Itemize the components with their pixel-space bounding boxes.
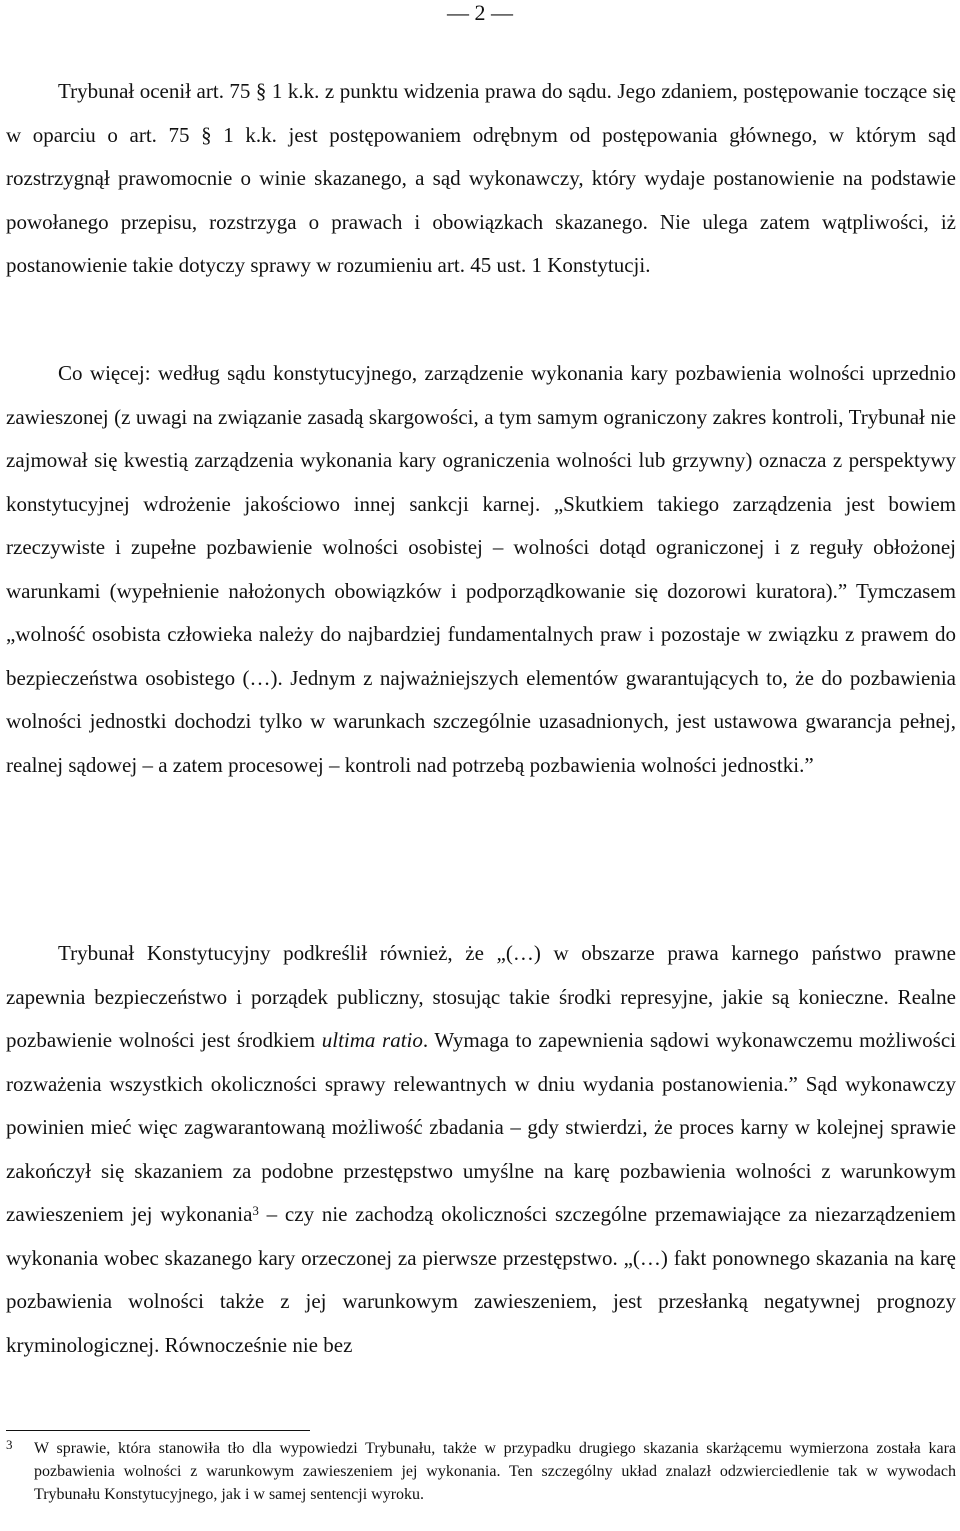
footnote-reference[interactable]: 3 bbox=[252, 1203, 259, 1218]
paragraph-3 bbox=[6, 932, 956, 1367]
footnote-text: W sprawie, która stanowiła tło dla wypowiedzi Trybunału, także w przypadku drugiego skazania skarżącemu wymierzona została kara pozbawienia wolności z warunkowym zawieszeniem jej wykonania. Ten szczególny układ znalazł odzwierciedlenie tak w wywodach Trybunału Konstytucyjnego, jak i w samej sentencji wyroku. bbox=[34, 1440, 956, 1503]
footnote bbox=[6, 1437, 956, 1506]
paragraph-2 bbox=[6, 352, 956, 787]
paragraph-3-text-c: – czy nie zachodzą okoliczności szczególne przemawiające za niezarządzeniem wykonania wobec skazanego kary orzeczonej za pierwsze przestępstwo. „(…) fakt ponownego skazania na karę pozbawienia wolności także z jej warunkowym zawieszeniem, jest przesłanką negatywnej prognozy kryminologicznej. Równocześnie nie bez bbox=[6, 1202, 956, 1357]
footnote-marker: 3 bbox=[6, 1437, 13, 1452]
paragraph-3-italic-term: ultima ratio bbox=[321, 1028, 423, 1052]
paragraph-3-text-b: . Wymaga to zapewnienia sądowi wykonawczemu możliwości rozważenia wszystkich okoliczności sprawy relewantnych w dniu wydania postanowienia.” Sąd wykonawczy powinien mieć więc zagwarantowaną możliwość zbadania – gdy stwierdzi, że proces karny w kolejnej sprawie zakończył się skazaniem za podobne przestępstwo umyślne na karę pozbawienia wolności z warunkowym zawieszeniem jej wykonania bbox=[6, 1028, 957, 1226]
page-number: — 2 — bbox=[447, 0, 513, 25]
paragraph-2-text: Co więcej: według sądu konstytucyjnego, zarządzenie wykonania kary pozbawienia wolności uprzednio zawieszonej (z uwagi na związanie zasadą skargowości, a tym samym ograniczony zakres kontroli, Trybunał nie zajmował się kwestią zarządzenia wykonania kary ograniczenia wolności lub grzywny) oznacza z perspektywy konstytucyjnej wdrożenie jakościowo innej sankcji karnej. „Skutkiem takiego zarządzenia jest bowiem rzeczywiste i zupełne pozbawienie wolności osobistej – wolności dotąd ograniczonej i z reguły obłożonej warunkami (wypełnienie nałożonych obowiązków i podporządkowanie się dozorowi kuratora).” Tymczasem „wolność osobista człowieka należy do najbardziej fundamentalnych praw i pozostaje w związku z prawem do bezpieczeństwa osobistego (…). Jednym z najważniejszych elementów gwarantujących to, że do pozbawienia wolności jednostki dochodzi tylko w warunkach szczególnie uzasadnionych, jest ustawowa gwarancja pełnej, realnej sądowej – a zatem procesowej – kontroli nad potrzebą pozbawienia wolności jednostki.” bbox=[6, 361, 956, 777]
paragraph-3-text-a: Trybunał Konstytucyjny podkreślił również, że „(…) w obszarze prawa karnego państwo prawne zapewnia bezpieczeństwo i porządek publiczny, stosując takie środki represyjne, jakie są konieczne. Realne pozbawienie wolności jest środkiem bbox=[6, 941, 956, 1052]
footnote-separator bbox=[6, 1430, 310, 1431]
paragraph-1-text: Trybunał ocenił art. 75 § 1 k.k. z punktu widzenia prawa do sądu. Jego zdaniem, postępowanie toczące się w oparciu o art. 75 § 1 k.k. jest postępowaniem odrębnym od postępowania głównego, w którym sąd rozstrzygnął prawomocnie o winie skazanego, a sąd wykonawczy, który wydaje postanowienie na podstawie powołanego przepisu, rozstrzyga o prawach i obowiązkach skazanego. Nie ulega zatem wątpliwości, iż postanowienie takie dotyczy sprawy w rozumieniu art. 45 ust. 1 Konstytucji. bbox=[6, 79, 956, 277]
paragraph-1 bbox=[6, 70, 956, 288]
